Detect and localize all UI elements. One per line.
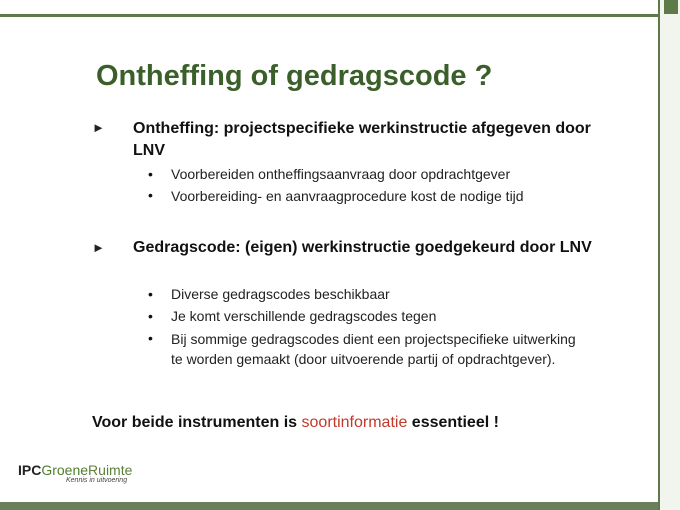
bullet-icon: • [148,166,153,182]
arrow-bullet-icon: ► [92,120,105,135]
right-divider [658,0,660,510]
section2-bullet-3: Bij sommige gedragscodes dient een projectspecifieke uitwerking te worden gemaakt (door uitvoerende partij of opdrachtgever). [171,331,576,367]
summary-suffix: essentieel ! [407,414,499,431]
top-band [0,0,680,15]
summary-line [92,414,499,432]
section2-bullet-2: Je komt verschillende gedragscodes tegen [171,308,437,324]
bullet-icon: • [148,330,153,346]
logo-ipc: IPC [18,462,42,478]
section1-bullet-1: Voorbereiden ontheffingsaanvraag door opdrachtgever [171,166,511,182]
section2-bullet-1: Diverse gedragscodes beschikbaar [171,286,390,302]
summary-prefix: Voor beide instrumenten is [92,414,302,431]
ipc-groene-ruimte-logo [18,462,138,490]
top-frame [0,0,680,18]
logo-ruimte: Ruimte [88,462,133,478]
bullet-icon: • [148,187,153,203]
right-frame [658,0,680,510]
bullet-icon: • [148,286,153,302]
section1-heading: Ontheffing: projectspecifieke werkinstructie afgegeven door LNV [133,120,591,159]
bullet-icon: • [148,308,153,324]
slide-title: Ontheffing of gedragscode ? [96,60,493,92]
corner-notch [664,0,678,14]
logo-tagline: Kennis in uitvoering [66,477,128,484]
logo-groene: Groene [41,462,89,478]
arrow-bullet-icon: ► [92,240,105,255]
section2-heading: Gedragscode: (eigen) werkinstructie goedgekeurd door LNV [133,239,592,256]
summary-highlight: soortinformatie [301,414,408,431]
bottom-bar [0,502,658,510]
section1-bullet-2: Voorbereiding- en aanvraagprocedure kost de nodige tijd [171,188,524,204]
top-divider [0,14,680,17]
